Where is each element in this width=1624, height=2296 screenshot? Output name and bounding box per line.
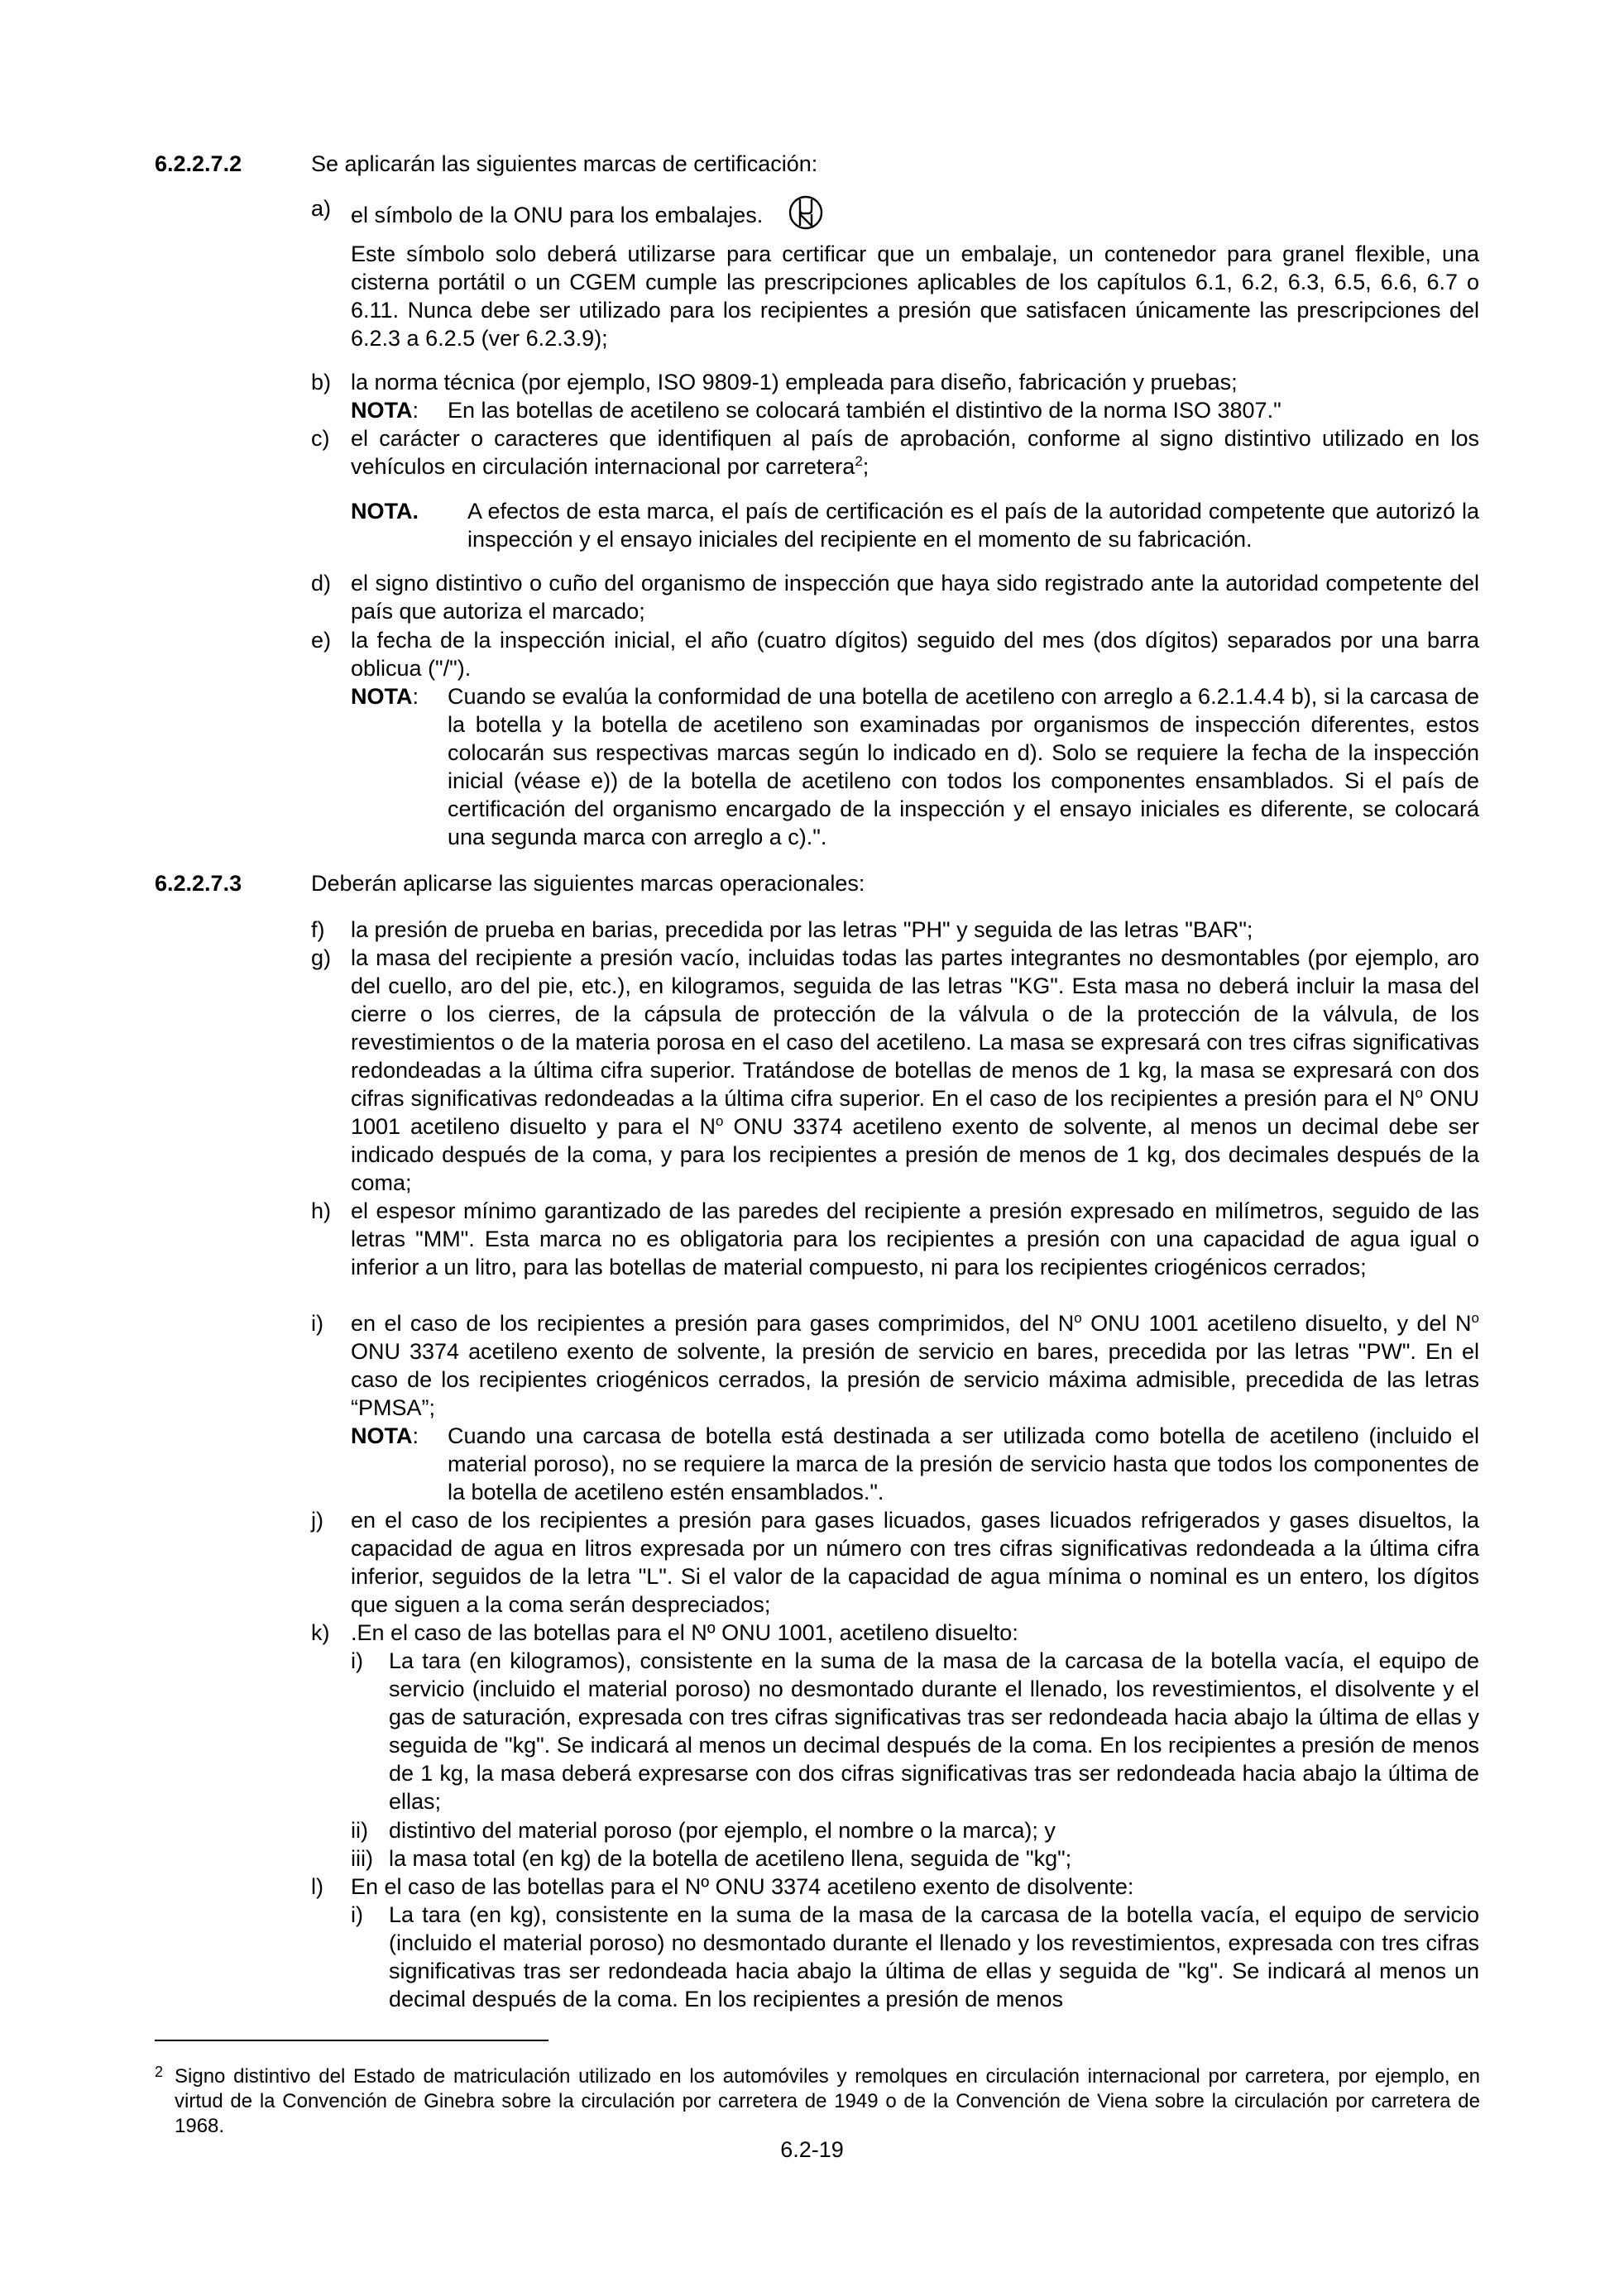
item-label: b) [311, 370, 332, 395]
item-text: en el caso de los recipientes a presión para gases comprimidos, del N [351, 1311, 1075, 1336]
list-item-a [311, 194, 1479, 231]
list-item-j [311, 1506, 1479, 1619]
item-text-end: ONU 3374 acetileno exento de solvente, al menos un decimal debe ser indicado después de la coma, y para los recipientes a presión de menos de 1 kg, dos decimales después de la coma; [351, 1114, 1479, 1195]
item-label: c) [311, 426, 330, 451]
superscript: o [716, 1113, 724, 1129]
item-label: d) [311, 571, 332, 596]
sub-item-text: La tara (en kg), consistente en la suma de la masa de la carcasa de la botella vacía, el equipo de servicio (incluido el material poroso) no desmontado durante el llenado y los revestimientos, expresada con tres cifras significativas tras ser redondeada hacia abajo la última de ellas y seguida de "kg". Se indicará al menos un decimal después de la coma. En los recipientes a presión de menos [389, 1902, 1479, 2011]
page-number: 6.2-19 [780, 2137, 844, 2162]
item-label: k) [311, 1620, 330, 1645]
list-item-b [311, 368, 1479, 396]
superscript: o [1415, 1085, 1423, 1101]
sub-item-label: ii) [351, 1818, 368, 1843]
list-item-i [311, 1309, 1479, 1422]
item-text: la norma técnica (por ejemplo, ISO 9809-1) empleada para diseño, fabricación y pruebas; [351, 370, 1238, 395]
superscript: o [1074, 1310, 1082, 1326]
item-text: la masa del recipiente a presión vacío, incluidas todas las partes integrantes no desmontables (por ejemplo, aro del cuello, aro del pie, etc.), en kilogramos, seguida de las letras "KG". Esta masa no deberá incluir la masa del cierre o los cierres, de la cápsula de protección de la válvula o de la protección de la válvula, de los revestimientos o de la materia porosa en el caso del acetileno. La masa se expresará con tres cifras significativas redondeadas a la última cifra superior. Tratándose de botellas de menos de 1 kg, la masa se expresará con dos cifras significativas redondeadas a la última cifra superior. En el caso de los recipientes a presión para el N [351, 945, 1479, 1111]
note-b [351, 396, 1479, 424]
note-text: Cuando se evalúa la conformidad de una botella de acetileno con arreglo a 6.2.1.4.4 b), si la carcasa de la botella y la botella de acetileno son examinadas por organismos de inspección diferentes, estos colocarán sus respectivas marcas según lo indicado en d). Solo se requiere la fecha de la inspección inicial (véase e)) de la botella de acetileno con todos los componentes ensamblados. Si el país de certificación del organismo encargado de la inspección y el ensayo iniciales es diferente, se colocará una segunda marca con arreglo a c).". [448, 684, 1479, 849]
list-item-k [311, 1619, 1479, 1647]
item-text-end: ONU 3374 acetileno exento de solvente, la presión de servicio en bares, precedida por las letras "PW". En el caso de los recipientes criogénicos cerrados, la presión de servicio máxima admisible, precedida de las letras “PMSA”; [351, 1339, 1479, 1420]
note-label: NOTA: [351, 398, 419, 423]
item-text: el símbolo de la ONU para los embalajes. [351, 203, 764, 227]
footnote [155, 2064, 1480, 2139]
note-e [351, 682, 1479, 851]
paragraph-un-symbol-usage: Este símbolo solo deberá utilizarse para certificar que un embalaje, un contenedor para granel flexible, una cisterna portátil o un CGEM cumple las prescripciones aplicables de los capítulos 6.1, 6.2, 6.3, 6.5, 6.6, 6.7 o 6.11. Nunca debe ser utilizado para los recipientes a presión que satisfacen únicamente las prescripciones del 6.2.3 a 6.2.5 (ver 6.2.3.9); [351, 242, 1479, 351]
section-title: Se aplicarán las siguientes marcas de certificación: [311, 151, 818, 176]
sub-item-k-i [351, 1647, 1479, 1815]
sub-item-label: i) [351, 1648, 363, 1673]
item-label: f) [311, 917, 325, 942]
sub-item-text: La tara (en kilogramos), consistente en la suma de la masa de la carcasa de la botella vacía, el equipo de servicio (incluido el material poroso) no desmontado durante el llenado, los revestimientos, el disolvente y el gas de saturación, expresada con tres cifras significativas tras ser redondeada hacia abajo la última de ellas y seguida de "kg". Se indicará al menos un decimal después de la coma. En los recipientes a presión de menos de 1 kg, la masa deberá expresarse con dos cifras significativas tras ser redondeada hacia abajo la última de ellas; [389, 1648, 1479, 1814]
note-label: NOTA: [351, 684, 419, 709]
item-text: En el caso de las botellas para el Nº ONU 3374 acetileno exento de disolvente: [351, 1874, 1134, 1899]
sub-item-text: distintivo del material poroso (por ejemplo, el nombre o la marca); y [389, 1818, 1056, 1843]
item-text: .En el caso de las botellas para el Nº ONU 1001, acetileno disuelto: [351, 1620, 1018, 1645]
list-item-d [311, 569, 1479, 625]
un-packaging-symbol-icon [788, 194, 824, 231]
section-number: 6.2.2.7.2 [155, 151, 242, 176]
superscript: o [1471, 1310, 1479, 1326]
item-label: h) [311, 1198, 332, 1223]
item-text-mid: ONU 1001 acetileno disuelto y para el N [351, 1086, 1480, 1139]
list-item-l [311, 1873, 1479, 1901]
note-text: Cuando una carcasa de botella está destinada a ser utilizada como botella de acetileno (incluido el material poroso), no se requiere la marca de la presión de servicio hasta que todos los componentes de la botella de acetileno estén ensamblados.". [448, 1423, 1479, 1504]
list-item-f [311, 916, 1479, 944]
sub-item-k-ii [351, 1816, 1479, 1844]
item-label: j) [311, 1508, 323, 1533]
item-label: a) [311, 196, 332, 221]
note-text: En las botellas de acetileno se colocará también el distintivo de la norma ISO 3807." [448, 398, 1281, 423]
note-c [351, 497, 1479, 553]
item-text-mid: ONU 1001 acetileno disuelto, y del N [1081, 1311, 1472, 1336]
footnote-ref: 2 [855, 453, 863, 469]
sub-item-k-iii [351, 1844, 1479, 1873]
section-number: 6.2.2.7.3 [155, 871, 242, 896]
item-text: en el caso de los recipientes a presión para gases licuados, gases licuados refrigerados y gases disueltos, la capacidad de agua en litros expresada por un número con tres cifras significativas redondeada a la última cifra inferior, seguidos de la letra "L". Si el valor de la capacidad de agua mínima o nominal es un entero, los dígitos que siguen a la coma serán despreciados; [351, 1508, 1479, 1617]
note-text: A efectos de esta marca, el país de certificación es el país de la autoridad competente que autorizó la inspección y el ensayo iniciales del recipiente en el momento de su fabricación. [467, 499, 1479, 552]
list-item-e [311, 626, 1479, 682]
item-text: el carácter o caracteres que identifiquen al país de aprobación, conforme al signo distintivo utilizado en los vehículos en circulación internacional por carretera [351, 426, 1479, 479]
section-title: Deberán aplicarse las siguientes marcas operacionales: [311, 871, 865, 896]
item-label: e) [311, 628, 332, 653]
footnote-divider [155, 2040, 549, 2041]
sub-item-label: iii) [351, 1846, 373, 1871]
note-i [351, 1422, 1479, 1506]
item-text: la presión de prueba en barias, precedida por las letras "PH" y seguida de las letras "BAR"; [351, 917, 1253, 942]
item-label: l) [311, 1874, 323, 1899]
item-text: el signo distintivo o cuño del organismo de inspección que haya sido registrado ante la autoridad competente del país que autoriza el marcado; [351, 571, 1479, 624]
sub-item-label: i) [351, 1902, 363, 1927]
sub-item-l-i [351, 1901, 1479, 2013]
item-label: i) [311, 1311, 323, 1336]
footnote-mark: 2 [155, 2064, 164, 2080]
note-label: NOTA: [351, 1423, 419, 1448]
item-text: el espesor mínimo garantizado de las paredes del recipiente a presión expresado en milímetros, seguido de las letras "MM". Esta marca no es obligatoria para los recipientes a presión con una capacidad de agua igual o inferior a un litro, para las botellas de material compuesto, ni para los recipientes criogénicos cerrados; [351, 1198, 1479, 1280]
note-label: NOTA. [351, 499, 419, 524]
item-text-end: ; [862, 454, 869, 479]
item-text: la fecha de la inspección inicial, el año (cuatro dígitos) seguido del mes (dos dígitos) separados por una barra oblicua ("/"). [351, 628, 1479, 681]
footnote-text: Signo distintivo del Estado de matriculación utilizado en los automóviles y remolques en circulación internacional por carretera, por ejemplo, en virtud de la Convención de Ginebra sobre la circulación por carretera de 1949 o de la Convención de Viena sobre la circulación por carretera de 1968. [175, 2065, 1480, 2137]
sub-item-text: la masa total (en kg) de la botella de acetileno llena, seguida de "kg"; [389, 1846, 1072, 1871]
list-item-g [311, 944, 1479, 1197]
list-item-h [311, 1197, 1479, 1281]
list-item-c [311, 424, 1479, 481]
item-label: g) [311, 945, 332, 970]
